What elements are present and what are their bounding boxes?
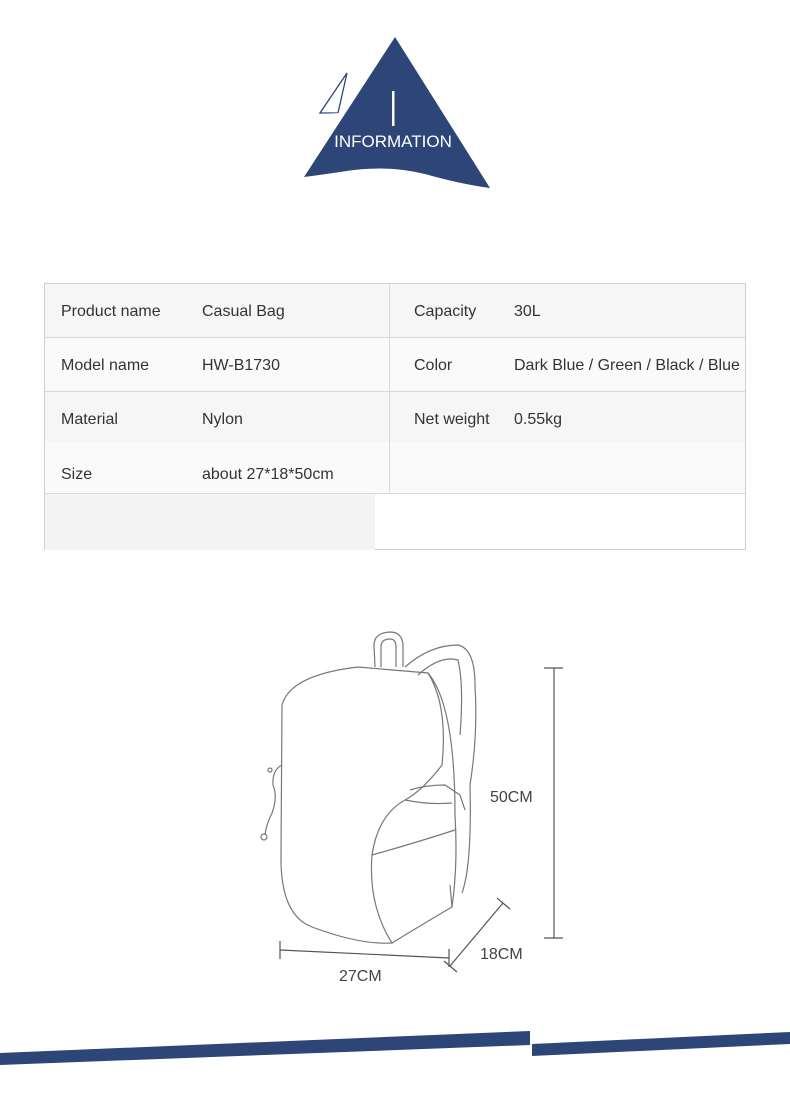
spec-value: 30L [514, 303, 541, 320]
table-row [45, 442, 745, 494]
spec-value: Dark Blue / Green / Black / Blue [514, 357, 740, 374]
spec-value: 0.55kg [514, 411, 563, 428]
information-logo [300, 34, 495, 194]
width-dimension: 27CM [339, 968, 382, 985]
spec-label: Model name [61, 357, 150, 374]
spec-label: Color [414, 357, 453, 374]
spec-label: Material [61, 411, 118, 428]
footer-stripes [0, 1020, 790, 1080]
table-row [45, 338, 745, 392]
depth-dimension: 18CM [480, 946, 523, 963]
spec-table [44, 283, 746, 550]
spec-value: about 27*18*50cm [202, 466, 334, 483]
table-footer [45, 494, 375, 550]
spec-value: HW-B1730 [202, 357, 280, 374]
spec-value: Nylon [202, 411, 243, 428]
table-row [45, 392, 745, 446]
spec-label: Capacity [414, 303, 477, 320]
mountain-triangle-icon [300, 34, 495, 194]
spec-label: Net weight [414, 411, 490, 428]
spec-value: Casual Bag [202, 303, 285, 320]
spec-label: Size [61, 466, 93, 483]
info-title: INFORMATION [334, 132, 452, 151]
table-row [45, 284, 745, 338]
column-divider [389, 284, 390, 494]
spec-label: Product name [61, 303, 161, 320]
backpack-drawing [250, 625, 580, 995]
height-dimension: 50CM [490, 789, 533, 806]
